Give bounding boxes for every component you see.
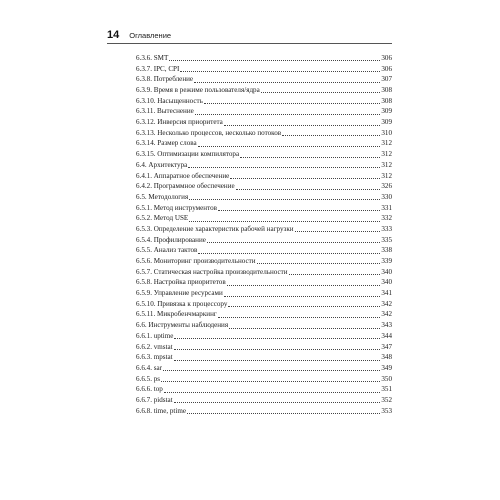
toc-entry-title: 6.5.8. Настройка приоритетов xyxy=(136,278,226,287)
toc-entry-title: 6.3.11. Вытеснение xyxy=(136,107,194,116)
toc-entry xyxy=(107,374,392,385)
toc-entry xyxy=(107,245,392,256)
dot-leader xyxy=(164,392,381,393)
toc-entry-title: 6.5.9. Управление ресурсами xyxy=(136,289,223,298)
table-of-contents xyxy=(107,53,392,416)
toc-entry xyxy=(107,224,392,235)
toc-entry xyxy=(107,74,392,85)
toc-entry-page: 347 xyxy=(381,342,392,351)
toc-entry xyxy=(107,363,392,374)
dot-leader xyxy=(257,263,381,264)
dot-leader xyxy=(229,328,380,329)
toc-entry xyxy=(107,235,392,246)
toc-entry xyxy=(107,128,392,139)
toc-entry-page: 333 xyxy=(381,224,392,233)
toc-entry-page: 341 xyxy=(381,289,392,298)
toc-entry-page: 348 xyxy=(381,353,392,362)
toc-entry-page: 335 xyxy=(381,235,392,244)
toc-entry xyxy=(107,203,392,214)
toc-entry-page: 332 xyxy=(381,214,392,223)
toc-entry-title: 6.3.6. SMT xyxy=(136,53,169,62)
dot-leader xyxy=(204,103,380,104)
toc-entry-title: 6.6.7. pidstat xyxy=(136,395,173,404)
toc-entry-page: 338 xyxy=(381,246,392,255)
toc-entry-title: 6.4. Архитектура xyxy=(136,160,188,169)
toc-entry xyxy=(107,85,392,96)
toc-entry xyxy=(107,288,392,299)
toc-entry-page: 340 xyxy=(381,267,392,276)
toc-entry-title: 6.6.1. uptime xyxy=(136,331,174,340)
toc-entry xyxy=(107,192,392,203)
dot-leader xyxy=(295,231,381,232)
toc-entry-page: 353 xyxy=(381,406,392,415)
dot-leader xyxy=(224,125,381,126)
dot-leader xyxy=(189,199,380,200)
toc-entry xyxy=(107,299,392,310)
toc-entry-title: 6.6.5. ps xyxy=(136,374,161,383)
dot-leader xyxy=(180,71,380,72)
toc-entry-title: 6.3.14. Размер слова xyxy=(136,139,197,148)
dot-leader xyxy=(224,296,381,297)
toc-entry-page: 312 xyxy=(381,139,392,148)
dot-leader xyxy=(195,114,381,115)
toc-entry-page: 351 xyxy=(381,385,392,394)
toc-entry-page: 312 xyxy=(381,171,392,180)
toc-entry-title: 6.4.2. Программное обеспечение xyxy=(136,182,235,191)
toc-entry xyxy=(107,149,392,160)
dot-leader xyxy=(228,306,380,307)
toc-entry-title: 6.6.8. time, ptime xyxy=(136,406,187,415)
toc-entry xyxy=(107,256,392,267)
toc-entry-title: 6.5. Методология xyxy=(136,192,189,201)
dot-leader xyxy=(174,360,381,361)
toc-entry xyxy=(107,342,392,353)
dot-leader xyxy=(218,210,380,211)
toc-entry-page: 309 xyxy=(381,107,392,116)
toc-entry xyxy=(107,213,392,224)
toc-entry-title: 6.5.6. Мониторинг производительности xyxy=(136,257,256,266)
page-header xyxy=(107,28,392,42)
toc-entry-title: 6.5.5. Анализ тактов xyxy=(136,246,198,255)
dot-leader xyxy=(188,167,380,168)
toc-entry xyxy=(107,106,392,117)
toc-entry-title: 6.3.8. Потребление xyxy=(136,75,194,84)
toc-entry-title: 6.5.11. Микробенчмаркинг xyxy=(136,310,217,319)
toc-entry xyxy=(107,160,392,171)
toc-entry-page: 306 xyxy=(381,64,392,73)
dot-leader xyxy=(187,413,380,414)
toc-entry xyxy=(107,53,392,64)
toc-entry-page: 343 xyxy=(381,321,392,330)
dot-leader xyxy=(163,370,380,371)
dot-leader xyxy=(282,135,380,136)
dot-leader xyxy=(198,146,381,147)
dot-leader xyxy=(207,242,380,243)
dot-leader xyxy=(240,157,380,158)
toc-entry-page: 312 xyxy=(381,160,392,169)
toc-entry-title: 6.3.13. Несколько процессов, несколько потоков xyxy=(136,128,282,137)
toc-entry xyxy=(107,310,392,321)
toc-entry-page: 331 xyxy=(381,203,392,212)
toc-entry xyxy=(107,181,392,192)
toc-entry xyxy=(107,139,392,150)
toc-entry-title: 6.5.1. Метод инструментов xyxy=(136,203,217,212)
toc-entry-title: 6.6.3. mpstat xyxy=(136,353,173,362)
toc-entry-page: 307 xyxy=(381,75,392,84)
toc-entry-page: 308 xyxy=(381,96,392,105)
toc-entry xyxy=(107,96,392,107)
toc-entry xyxy=(107,406,392,417)
toc-entry-title: 6.3.10. Насыщенность xyxy=(136,96,203,105)
dot-leader xyxy=(236,189,381,190)
toc-entry xyxy=(107,277,392,288)
toc-entry-title: 6.3.12. Инверсия приоритета xyxy=(136,118,223,127)
dot-leader xyxy=(189,221,380,222)
toc-entry xyxy=(107,64,392,75)
dot-leader xyxy=(161,381,380,382)
toc-entry-page: 312 xyxy=(381,150,392,159)
toc-entry-page: 306 xyxy=(381,53,392,62)
toc-entry xyxy=(107,171,392,182)
toc-entry xyxy=(107,331,392,342)
toc-entry-title: 6.6.4. sar xyxy=(136,363,163,372)
dot-leader xyxy=(230,178,380,179)
toc-entry-page: 310 xyxy=(381,128,392,137)
toc-entry-page: 339 xyxy=(381,257,392,266)
toc-entry-title: 6.3.7. IPC, CPI xyxy=(136,64,180,73)
toc-entry-title: 6.6. Инструменты наблюдения xyxy=(136,321,229,330)
running-title: Оглавление xyxy=(129,30,172,40)
toc-entry xyxy=(107,320,392,331)
dot-leader xyxy=(261,92,381,93)
header-rule xyxy=(107,43,392,44)
dot-leader xyxy=(227,285,381,286)
toc-entry-page: 309 xyxy=(381,118,392,127)
toc-entry-title: 6.6.2. vmstat xyxy=(136,342,173,351)
toc-entry-page: 330 xyxy=(381,192,392,201)
dot-leader xyxy=(289,274,381,275)
dot-leader xyxy=(174,349,381,350)
toc-entry xyxy=(107,395,392,406)
toc-entry-page: 350 xyxy=(381,374,392,383)
dot-leader xyxy=(218,317,381,318)
toc-entry-title: 6.5.4. Профилирование xyxy=(136,235,206,244)
toc-entry-title: 6.5.7. Статическая настройка производительности xyxy=(136,267,288,276)
page-number: 14 xyxy=(107,29,120,41)
toc-entry-title: 6.5.10. Привязка к процессору xyxy=(136,299,228,308)
toc-entry xyxy=(107,117,392,128)
toc-entry-title: 6.4.1. Аппаратное обеспечение xyxy=(136,171,230,180)
toc-entry xyxy=(107,384,392,395)
dot-leader xyxy=(174,402,381,403)
toc-entry-page: 308 xyxy=(381,86,392,95)
toc-entry-page: 340 xyxy=(381,278,392,287)
toc-entry xyxy=(107,352,392,363)
toc-entry-page: 326 xyxy=(381,182,392,191)
toc-entry-title: 6.3.15. Оптимизации компилятора xyxy=(136,150,240,159)
dot-leader xyxy=(174,338,380,339)
dot-leader xyxy=(194,82,380,83)
toc-entry-page: 349 xyxy=(381,363,392,372)
dot-leader xyxy=(198,253,380,254)
dot-leader xyxy=(169,60,380,61)
toc-entry xyxy=(107,267,392,278)
toc-entry-page: 342 xyxy=(381,299,392,308)
toc-entry-title: 6.5.2. Метод USE xyxy=(136,214,189,223)
toc-entry-title: 6.3.9. Время в режиме пользователя/ядра xyxy=(136,86,260,95)
toc-entry-page: 344 xyxy=(381,331,392,340)
toc-entry-title: 6.6.6. top xyxy=(136,385,163,394)
toc-entry-page: 342 xyxy=(381,310,392,319)
toc-entry-title: 6.5.3. Определение характеристик рабочей нагрузки xyxy=(136,224,294,233)
toc-entry-page: 352 xyxy=(381,395,392,404)
